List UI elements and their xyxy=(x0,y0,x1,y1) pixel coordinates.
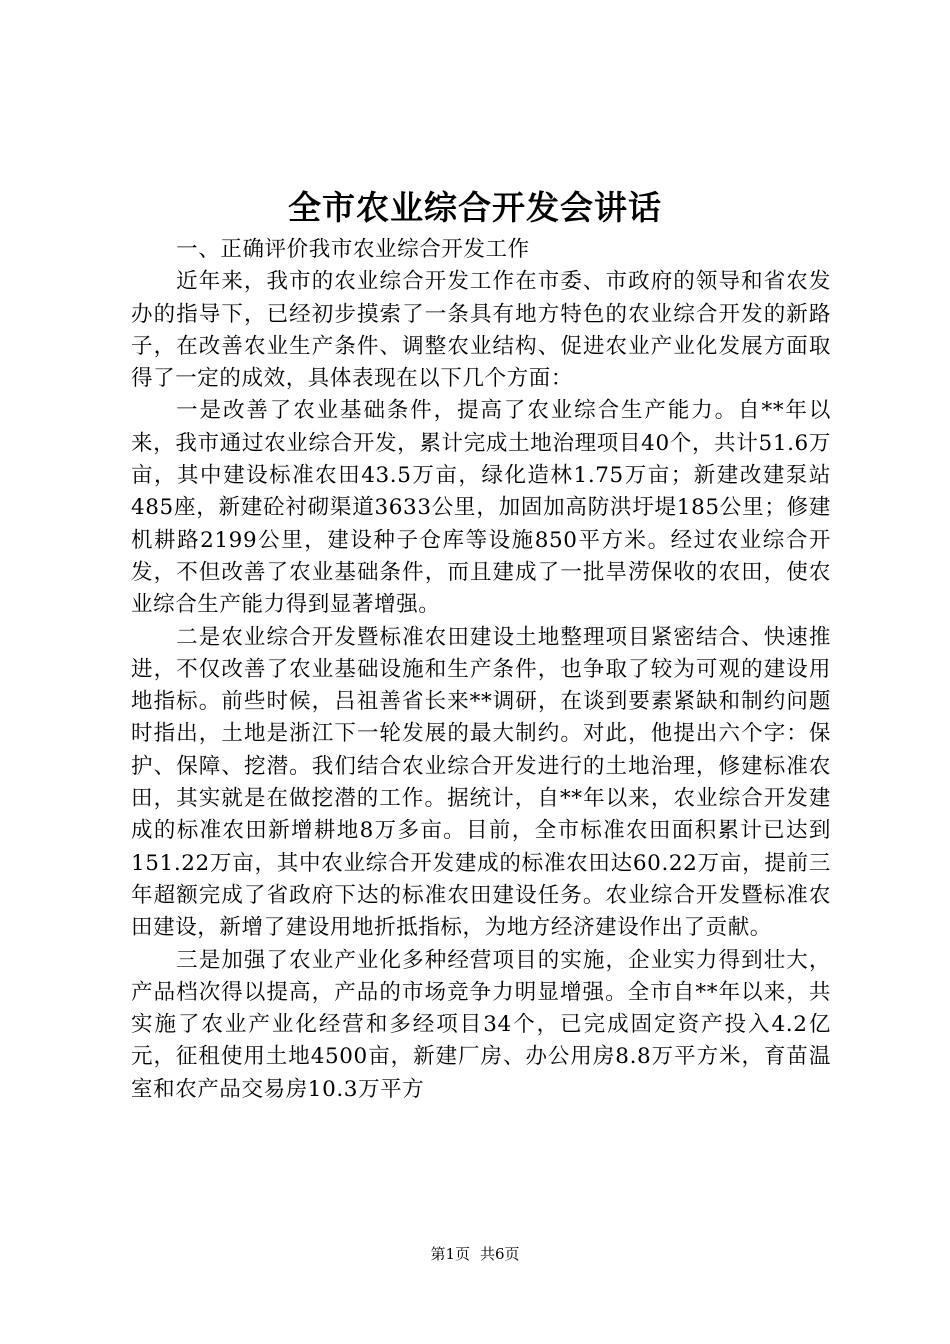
paragraph: 二是农业综合开发暨标准农田建设土地整理项目紧密结合、快速推进，不仅改善了农业基础设施和生产条件，也争取了较为可观的建设用地指标。前些时候，吕祖善省长来**调研，在谈到要素紧缺和制约问题时指出，土地是浙江下一轮发展的最大制约。对此，他提出六个字：保护、保障、挖潜。我们结合农业综合开发进行的土地治理，修建标准农田，其实就是在做挖潜的工作。据统计，自**年以来，农业综合开发建成的标准农田新增耕地8万多亩。目前，全市标准农田面积累计已达到151.22万亩，其中农业综合开发建成的标准农田达60.22万亩，提前三年超额完成了省政府下达的标准农田建设任务。农业综合开发暨标准农田建设，新增了建设用地折抵指标，为地方经济建设作出了贡献。 xyxy=(131,624,831,941)
page-number: 第1页 xyxy=(430,1245,470,1263)
page-footer xyxy=(0,1244,950,1264)
document-body xyxy=(131,234,831,1106)
section-heading: 一、正确评价我市农业综合开发工作 xyxy=(176,237,530,262)
paragraph: 一是改善了农业基础条件，提高了农业综合生产能力。自**年以来，我市通过农业综合开发，累计完成土地治理项目40个，共计51.6万亩，其中建设标准农田43.5万亩，绿化造林1.75万亩；新建改建泵站485座，新建砼衬砌渠道3633公里，加固加高防洪圩堤185公里；修建机耕路2199公里，建设种子仓库等设施850平方米。经过农业综合开发，不但改善了农业基础条件，而且建成了一批旱涝保收的农田，使农业综合生产能力得到显著增强。 xyxy=(131,398,831,618)
paragraph: 三是加强了农业产业化多种经营项目的实施，企业实力得到壮大，产品档次得以提高，产品的市场竞争力明显增强。全市自**年以来，共实施了农业产业化经营和多经项目34个，已完成固定资产投入4.2亿元，征租使用土地4500亩，新建厂房、办公用房8.8万平方米，育苗温室和农产品交易房10.3万平方 xyxy=(131,947,831,1102)
page-count: 共6页 xyxy=(480,1245,520,1263)
paragraph: 近年来，我市的农业综合开发工作在市委、市政府的领导和省农发办的指导下，已经初步摸索了一条具有地方特色的农业综合开发的新路子，在改善农业生产条件、调整农业结构、促进农业产业化发展方面取得了一定的成效，具体表现在以下几个方面： xyxy=(131,269,831,392)
document-title: 全市农业综合开发会讲话 xyxy=(288,188,662,227)
